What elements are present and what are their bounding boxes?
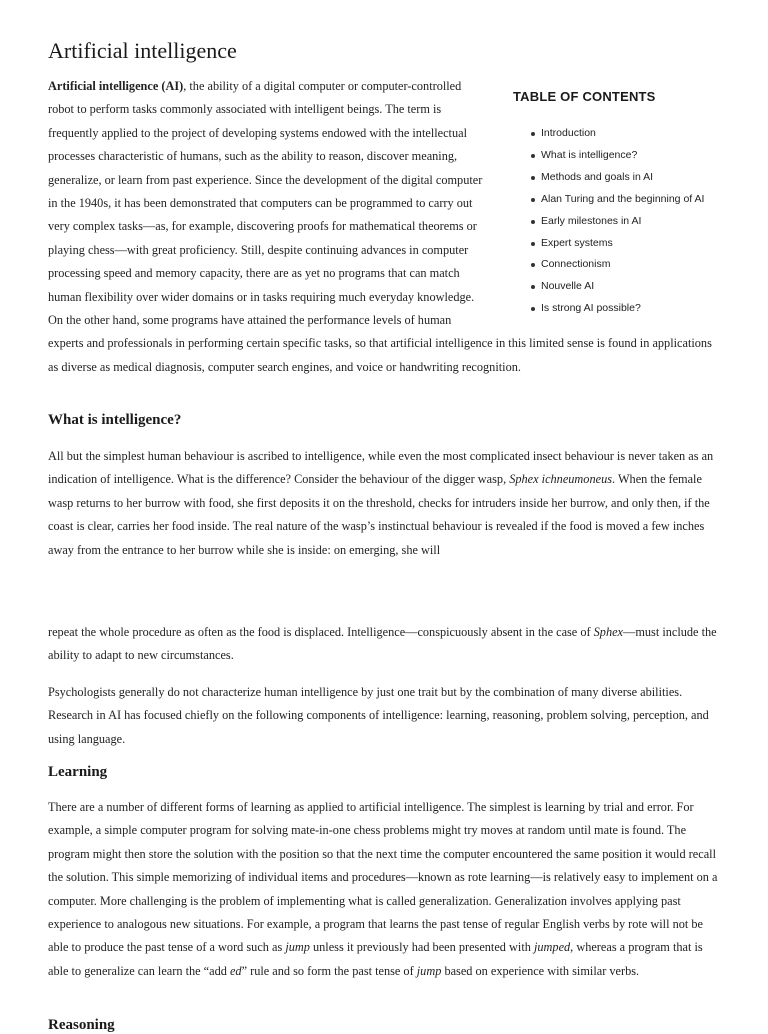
learning-text-c: , whereas a program that is able to generalize can learn the “add — [48, 940, 703, 978]
learning-paragraph — [48, 796, 720, 983]
intelligence-paragraph-3: Psychologists generally do not characterize human intelligence by just one trait but by the combination of many diverse abilities. Research in AI has focused chiefly on the following components of intelligence: learning, reasoning, problem solving, perception, and using language. — [48, 685, 709, 746]
toc-float-space — [486, 75, 718, 328]
learning-text-a: There are a number of different forms of learning as applied to artificial intelligence. The simplest is learning by trial and error. For example, a simple computer program for solving mate-in-one chess problems might try moves at random until mate is found. The program might then store the solution with the position so that the next time the computer encountered the same position it would recall the solution. This simple memorizing of individual items and procedures—known as rote learning—is relatively easy to implement on a computer. More challenging is the problem of implementing what is called generalization. Generalization involves applying past experience to analogous new situations. For example, a program that learns the past tense of regular English verbs by rote will not be able to produce the past tense of a word such as — [48, 800, 718, 955]
section-heading-learning: Learning — [48, 764, 108, 780]
genus-name: Sphex — [593, 625, 624, 639]
toc-link-strong-ai[interactable]: Is strong AI possible? — [541, 302, 641, 315]
intelligence-paragraph-2 — [48, 621, 720, 668]
toc-link-nouvelle-ai[interactable]: Nouvelle AI — [541, 280, 595, 293]
learning-text-e: based on experience with similar verbs. — [441, 963, 640, 978]
intro-text: , the ability of a digital computer or computer-controlled robot to perform tasks commonly associated with intelligent beings. The term is frequently applied to the project of developing systems endowed with the intellectual processes characteristic of humans, such as the ability to reason, discover meaning, generalize, or learn from past experience. Since the development of the digital computer in the 1940s, it has been demonstrated that computers can be programmed to carry out very complex tasks—as, for example, discovering proofs for mathematical theorems or playing chess—with great proficiency. Still, despite continuing advances in computer processing speed and memory capacity, there are as yet no programs that can match human flexibility over wider domains or in tasks requiring much everyday knowledge. On the other hand, some programs have attained the performance levels of human experts and professionals in performing certain specific tasks, so that artificial intelligence in this limited sense is found in applications as diverse as medical diagnosis, computer search engines, and voice or handwriting recognition. — [48, 79, 712, 374]
example-suffix-ed: ed — [229, 963, 242, 978]
learning-text-d: ” rule and so form the past tense of — [241, 963, 417, 978]
intro-lead-term: Artificial intelligence (AI) — [48, 79, 184, 93]
toc-heading: TABLE OF CONTENTS — [513, 89, 656, 104]
toc-link-connectionism[interactable]: Connectionism — [541, 258, 611, 271]
example-word-jump: jump — [285, 940, 310, 955]
toc-link-introduction[interactable]: Introduction — [541, 127, 596, 139]
toc-link-methods-goals[interactable]: Methods and goals in AI — [541, 170, 654, 183]
intelligence-p1-text-a: All but the simplest human behaviour is ascribed to intelligence, while even the most complicated insect behaviour is never taken as an indication of intelligence. What is the difference? Consider the behaviour of the digger wasp, — [48, 449, 714, 487]
intelligence-p1-text-b: . When the female wasp returns to her burrow with food, she first deposits it on the threshold, checks for intruders inside her burrow, and only then, if the coast is clear, carries her food inside. The real nature of the wasp’s instinctual behaviour is revealed if the food is moved a few inches away from the entrance to her burrow while she is inside: on emerging, she will — [48, 472, 710, 557]
intelligence-p2-text-a: repeat the whole procedure as often as the food is displaced. Intelligence—conspicuously absent in the case of — [48, 625, 594, 639]
intro-paragraph — [48, 75, 718, 379]
toc-link-alan-turing[interactable]: Alan Turing and the beginning of AI — [541, 192, 705, 205]
example-word-jumped: jumped — [533, 940, 571, 955]
toc-link-expert-systems[interactable]: Expert systems — [541, 236, 613, 249]
intelligence-paragraph-1 — [48, 445, 720, 562]
species-name: Sphex ichneumoneus — [509, 472, 613, 487]
page-title: Artificial intelligence — [48, 38, 237, 63]
intelligence-p2-text-b: —must include the ability to adapt to new circumstances. — [48, 625, 717, 663]
section-heading-reasoning-partial: Reasoning — [48, 1017, 115, 1033]
toc-link-what-is-intelligence[interactable]: What is intelligence? — [541, 148, 638, 161]
learning-text-b: unless it previously had been presented with — [309, 940, 534, 955]
toc-link-early-milestones[interactable]: Early milestones in AI — [541, 214, 642, 227]
section-heading-intelligence: What is intelligence? — [48, 412, 182, 428]
example-word-jump-2: jump — [416, 963, 442, 978]
